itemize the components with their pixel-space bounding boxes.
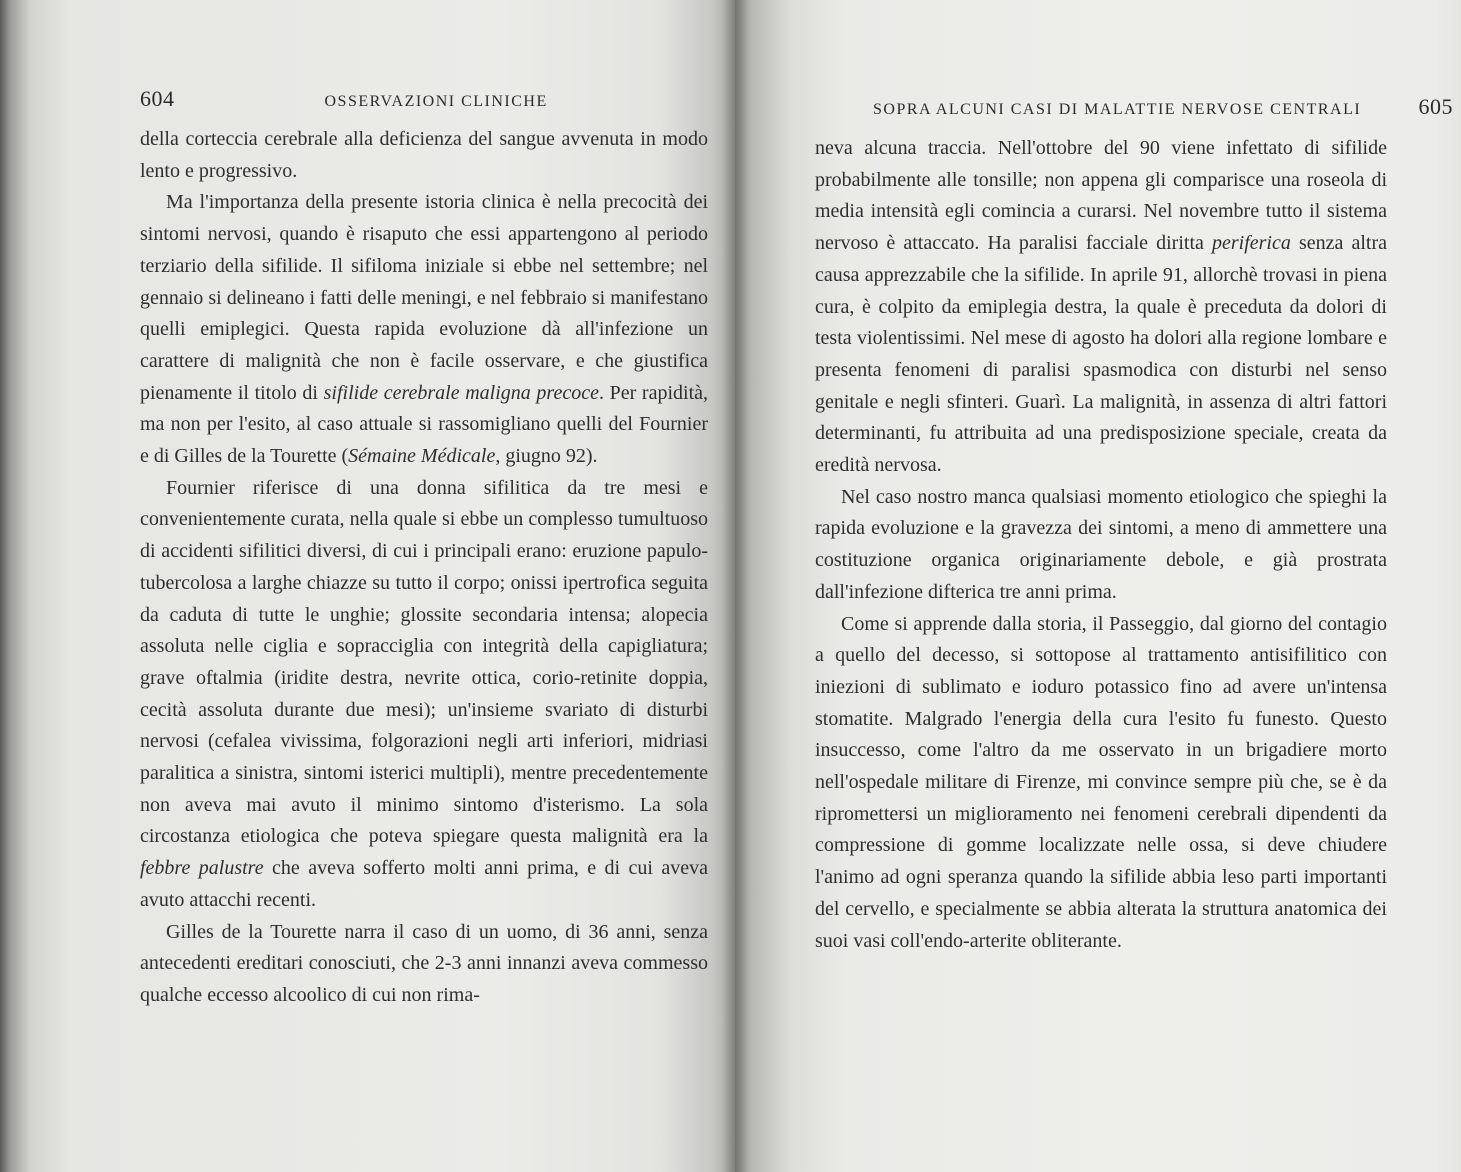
page-number: 605 <box>1418 94 1453 119</box>
left-page-header <box>140 86 700 112</box>
italic-text: Sémaine Médicale <box>348 445 496 468</box>
paragraph <box>815 609 1387 958</box>
italic-text: periferica <box>1211 232 1291 255</box>
left-page-body <box>140 124 708 1012</box>
text-span: neva alcuna traccia. Nell'ottobre del 90 viene infettato di sifilide probabilmente alle tonsille; non appena gli comparisce una roseola di media intensità egli comincia a curarsi. Nel novembre tutto il sistema nervoso è attaccato. Ha paralisi facciale diritta <box>815 137 1387 255</box>
book-gutter <box>722 0 748 1172</box>
right-page-header <box>873 94 1453 120</box>
text-span: Fournier riferisce di una donna sifilitica da tre mesi e convenientemente curata, nella quale si ebbe un complesso tumultuoso di accidenti sifilitici diversi, di cui i principali erano: eruzione papulo-tubercolosa a larghe chiazze su tutto il corpo; onissi ipertrofica seguita da caduta di tutte le unghie; glossite secondaria intensa; alopecia assoluta nelle ciglia e sopracciglia con integrità della capigliatura; grave oftalmia (iridite destra, nevrite ottica, corio-retinite doppia, cecità assoluta durante due mesi); un'insieme svariato di disturbi nervosi (cefalea vivissima, folgorazioni negli arti inferiori, midriasi paralitica a sinistra, sintomi isterici multipli), mentre precedentemente non aveva mai avuto il minimo sintomo d'isterismo. La sola circostanza etiologica che poteva spiegare questa malignità era la <box>140 476 708 848</box>
text-span: . Per rapidità, ma non per l'esito, al caso attuale si rassomigliano quelli del Fournier e di Gilles de la Tourette ( <box>140 381 709 468</box>
running-head: OSSERVAZIONI CLINICHE <box>324 93 548 110</box>
text-span: Gilles de la Tourette narra il caso di un uomo, di 36 anni, senza antecedenti ereditari conosciuti, che 2-3 anni innanzi aveva commesso qualche eccesso alcoolico di cui non rima- <box>140 920 708 1006</box>
paragraph <box>140 917 708 1012</box>
paragraph <box>140 473 708 917</box>
page-number: 604 <box>140 86 175 111</box>
paragraph <box>815 482 1387 609</box>
right-page <box>735 0 1461 1172</box>
italic-text: sifilide cerebrale maligna precoce <box>323 381 599 404</box>
text-span: Ma l'importanza della presente istoria clinica è nella precocità dei sintomi nervosi, quando è risaputo che essi appartengono al periodo terziario della sifilide. Il sifiloma iniziale si ebbe nel settembre; nel gennaio si delineano i fatti delle meningi, e nel febbraio si manifestano quelli emiplegici. Questa rapida evoluzione dà all'infezione un carattere di malignità che non è facile osservare, e che giustifica pienamente il titolo di <box>140 191 708 404</box>
italic-text: febbre palustre <box>140 857 264 880</box>
paragraph <box>140 124 708 187</box>
paragraph <box>140 187 708 472</box>
text-span: , giugno 92). <box>495 445 598 468</box>
text-span: della corteccia cerebrale alla deficienza del sangue avvenuta in modo lento e progressivo. <box>140 128 708 182</box>
text-span: Nel caso nostro manca qualsiasi momento etiologico che spieghi la rapida evoluzione e la gravezza dei sintomi, a meno di ammettere una costituzione organica originariamente debole, e già prostrata dall'infezione difterica tre anni prima. <box>815 485 1387 603</box>
text-span: che aveva sofferto molti anni prima, e di cui aveva avuto attacchi recenti. <box>140 857 708 911</box>
right-page-body <box>815 133 1387 957</box>
text-span: senza altra causa apprezzabile che la sifilide. In aprile 91, allorchè trovasi in piena cura, è colpito da emiplegia destra, la quale è preceduta da dolori di testa violentissimi. Nel mese di agosto ha dolori alla regione lombare e presenta fenomeni di paralisi spasmodica con disturbi nel senso genitale e negli sfinteri. Guarì. La malignità, in assenza di altri fattori determinanti, fu attribuita ad una predisposizione speciale, creata da eredità nervosa. <box>815 232 1387 477</box>
text-span: Come si apprende dalla storia, il Passeggio, dal giorno del contagio a quello del decesso, si sottopose al trattamento antisifilitico con iniezioni di sublimato e ioduro potassico fino ad avere un'intensa stomatite. Malgrado l'energia della cura l'esito fu funesto. Questo insuccesso, come l'altro da me osservato in un brigadiere morto nell'ospedale militare di Firenze, mi convince sempre più che, se è da ripromettersi un miglioramento nei fenomeni cerebrali dipendenti da compressione di gomme localizzate nelle ossa, si deve chiudere l'animo ad ogni speranza quando la sifilide abbia leso parti importanti del cervello, e specialmente se abbia alterata la struttura anatomica dei suoi vasi coll'endo-arterite obliterante. <box>815 612 1387 952</box>
paragraph <box>815 133 1387 482</box>
running-head: SOPRA ALCUNI CASI DI MALATTIE NERVOSE CENTRALI <box>873 101 1362 118</box>
